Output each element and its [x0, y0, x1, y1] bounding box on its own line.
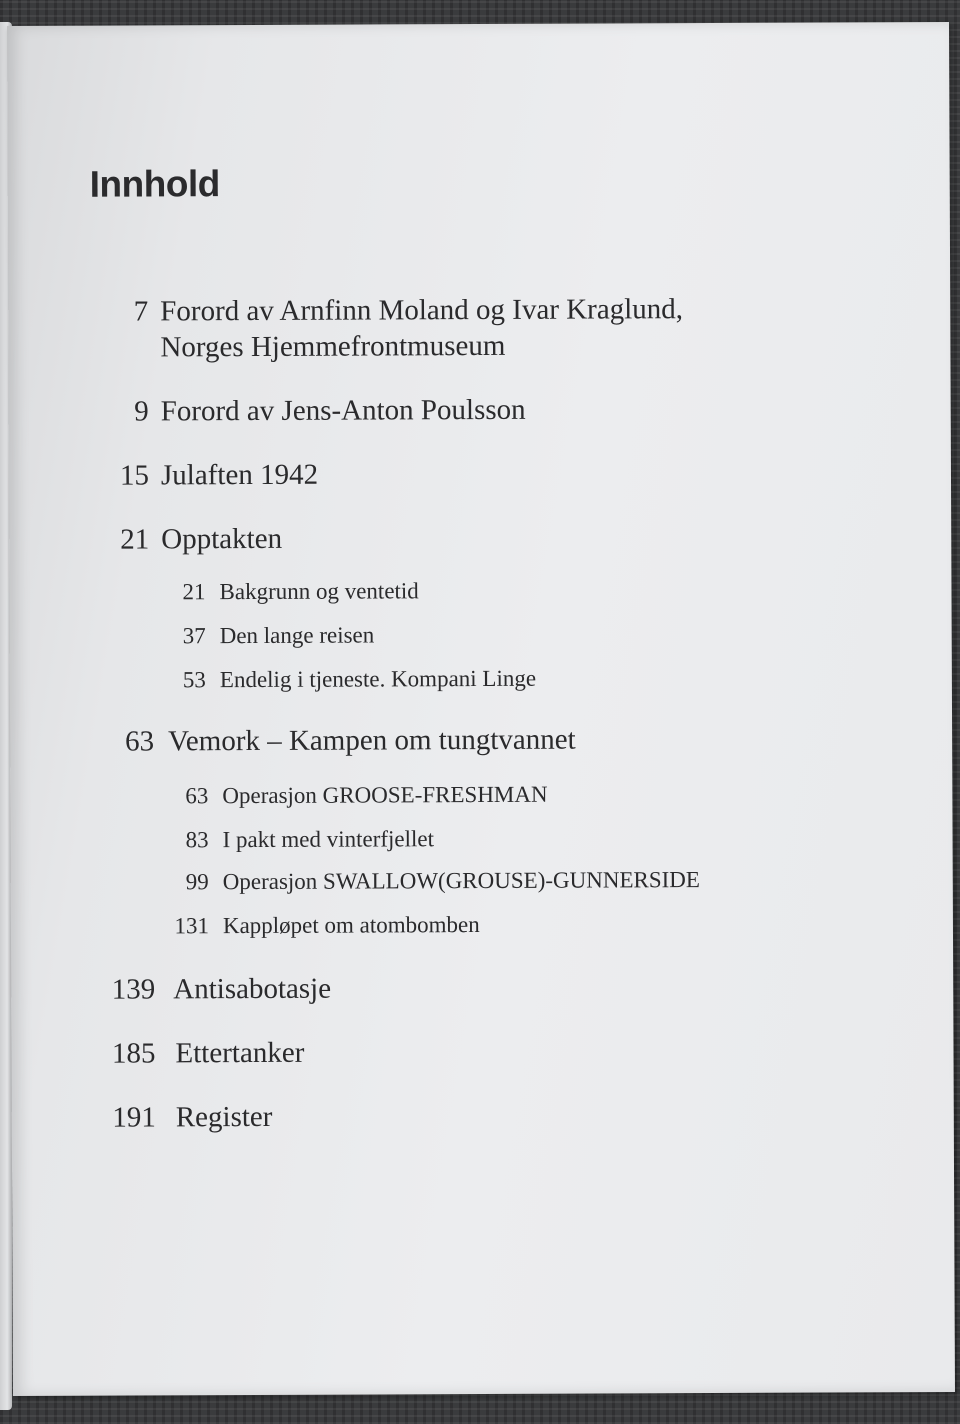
- toc-page-number: 21: [120, 523, 150, 556]
- toc-page-number: 83: [185, 827, 209, 853]
- toc-page-number: 37: [182, 623, 206, 649]
- toc-entry-title: Forord av Jens-Anton Poulsson: [160, 393, 526, 428]
- toc-page-number: 99: [185, 869, 209, 895]
- toc-entry-title: Opptakten: [161, 522, 283, 556]
- toc-subentry-title: I pakt med vinterfjellet: [222, 826, 435, 853]
- toc-subentry-title: Bakgrunn og ventetid: [219, 578, 419, 605]
- toc-page-number: 7: [133, 295, 149, 328]
- toc-entry-title: Vemork – Kampen om tungtvannet: [168, 723, 576, 758]
- toc-subentry-title: Endelig i tjeneste. Kompani Linge: [219, 665, 537, 693]
- toc-page-number: 139: [111, 973, 156, 1006]
- toc-entry-title: Ettertanker: [175, 1036, 305, 1070]
- toc-page-number: 191: [112, 1101, 156, 1134]
- toc-page-number: 21: [182, 579, 206, 605]
- toc-subentry-title: Operasjon GROOSE-FRESHMAN: [222, 781, 548, 809]
- toc-page-number: 15: [119, 459, 150, 492]
- toc-subentry-title: Kappløpet om atombomben: [222, 912, 480, 939]
- toc-entry-title: Antisabotasje: [173, 972, 332, 1006]
- page-title: Innhold: [89, 163, 220, 205]
- toc-entry-title-continued: Norges Hjemmefrontmuseum: [160, 329, 506, 364]
- toc-page-number: 53: [182, 667, 206, 693]
- toc-page-number: 185: [111, 1037, 156, 1070]
- toc-page-number: 131: [174, 913, 209, 939]
- toc-entry-title: Julaften 1942: [160, 458, 319, 492]
- toc-entry-title: Forord av Arnfinn Moland og Ivar Kraglund,: [160, 293, 684, 328]
- toc-subentry-title: Den lange reisen: [219, 622, 375, 649]
- toc-page-number: 63: [185, 783, 209, 809]
- book-page: [7, 22, 955, 1396]
- toc-entry-title: Register: [175, 1100, 273, 1134]
- toc-page-number: 63: [125, 725, 155, 758]
- toc-page-number: 9: [134, 395, 149, 428]
- toc-subentry-title: Operasjon SWALLOW(GROUSE)-GUNNERSIDE: [222, 867, 700, 895]
